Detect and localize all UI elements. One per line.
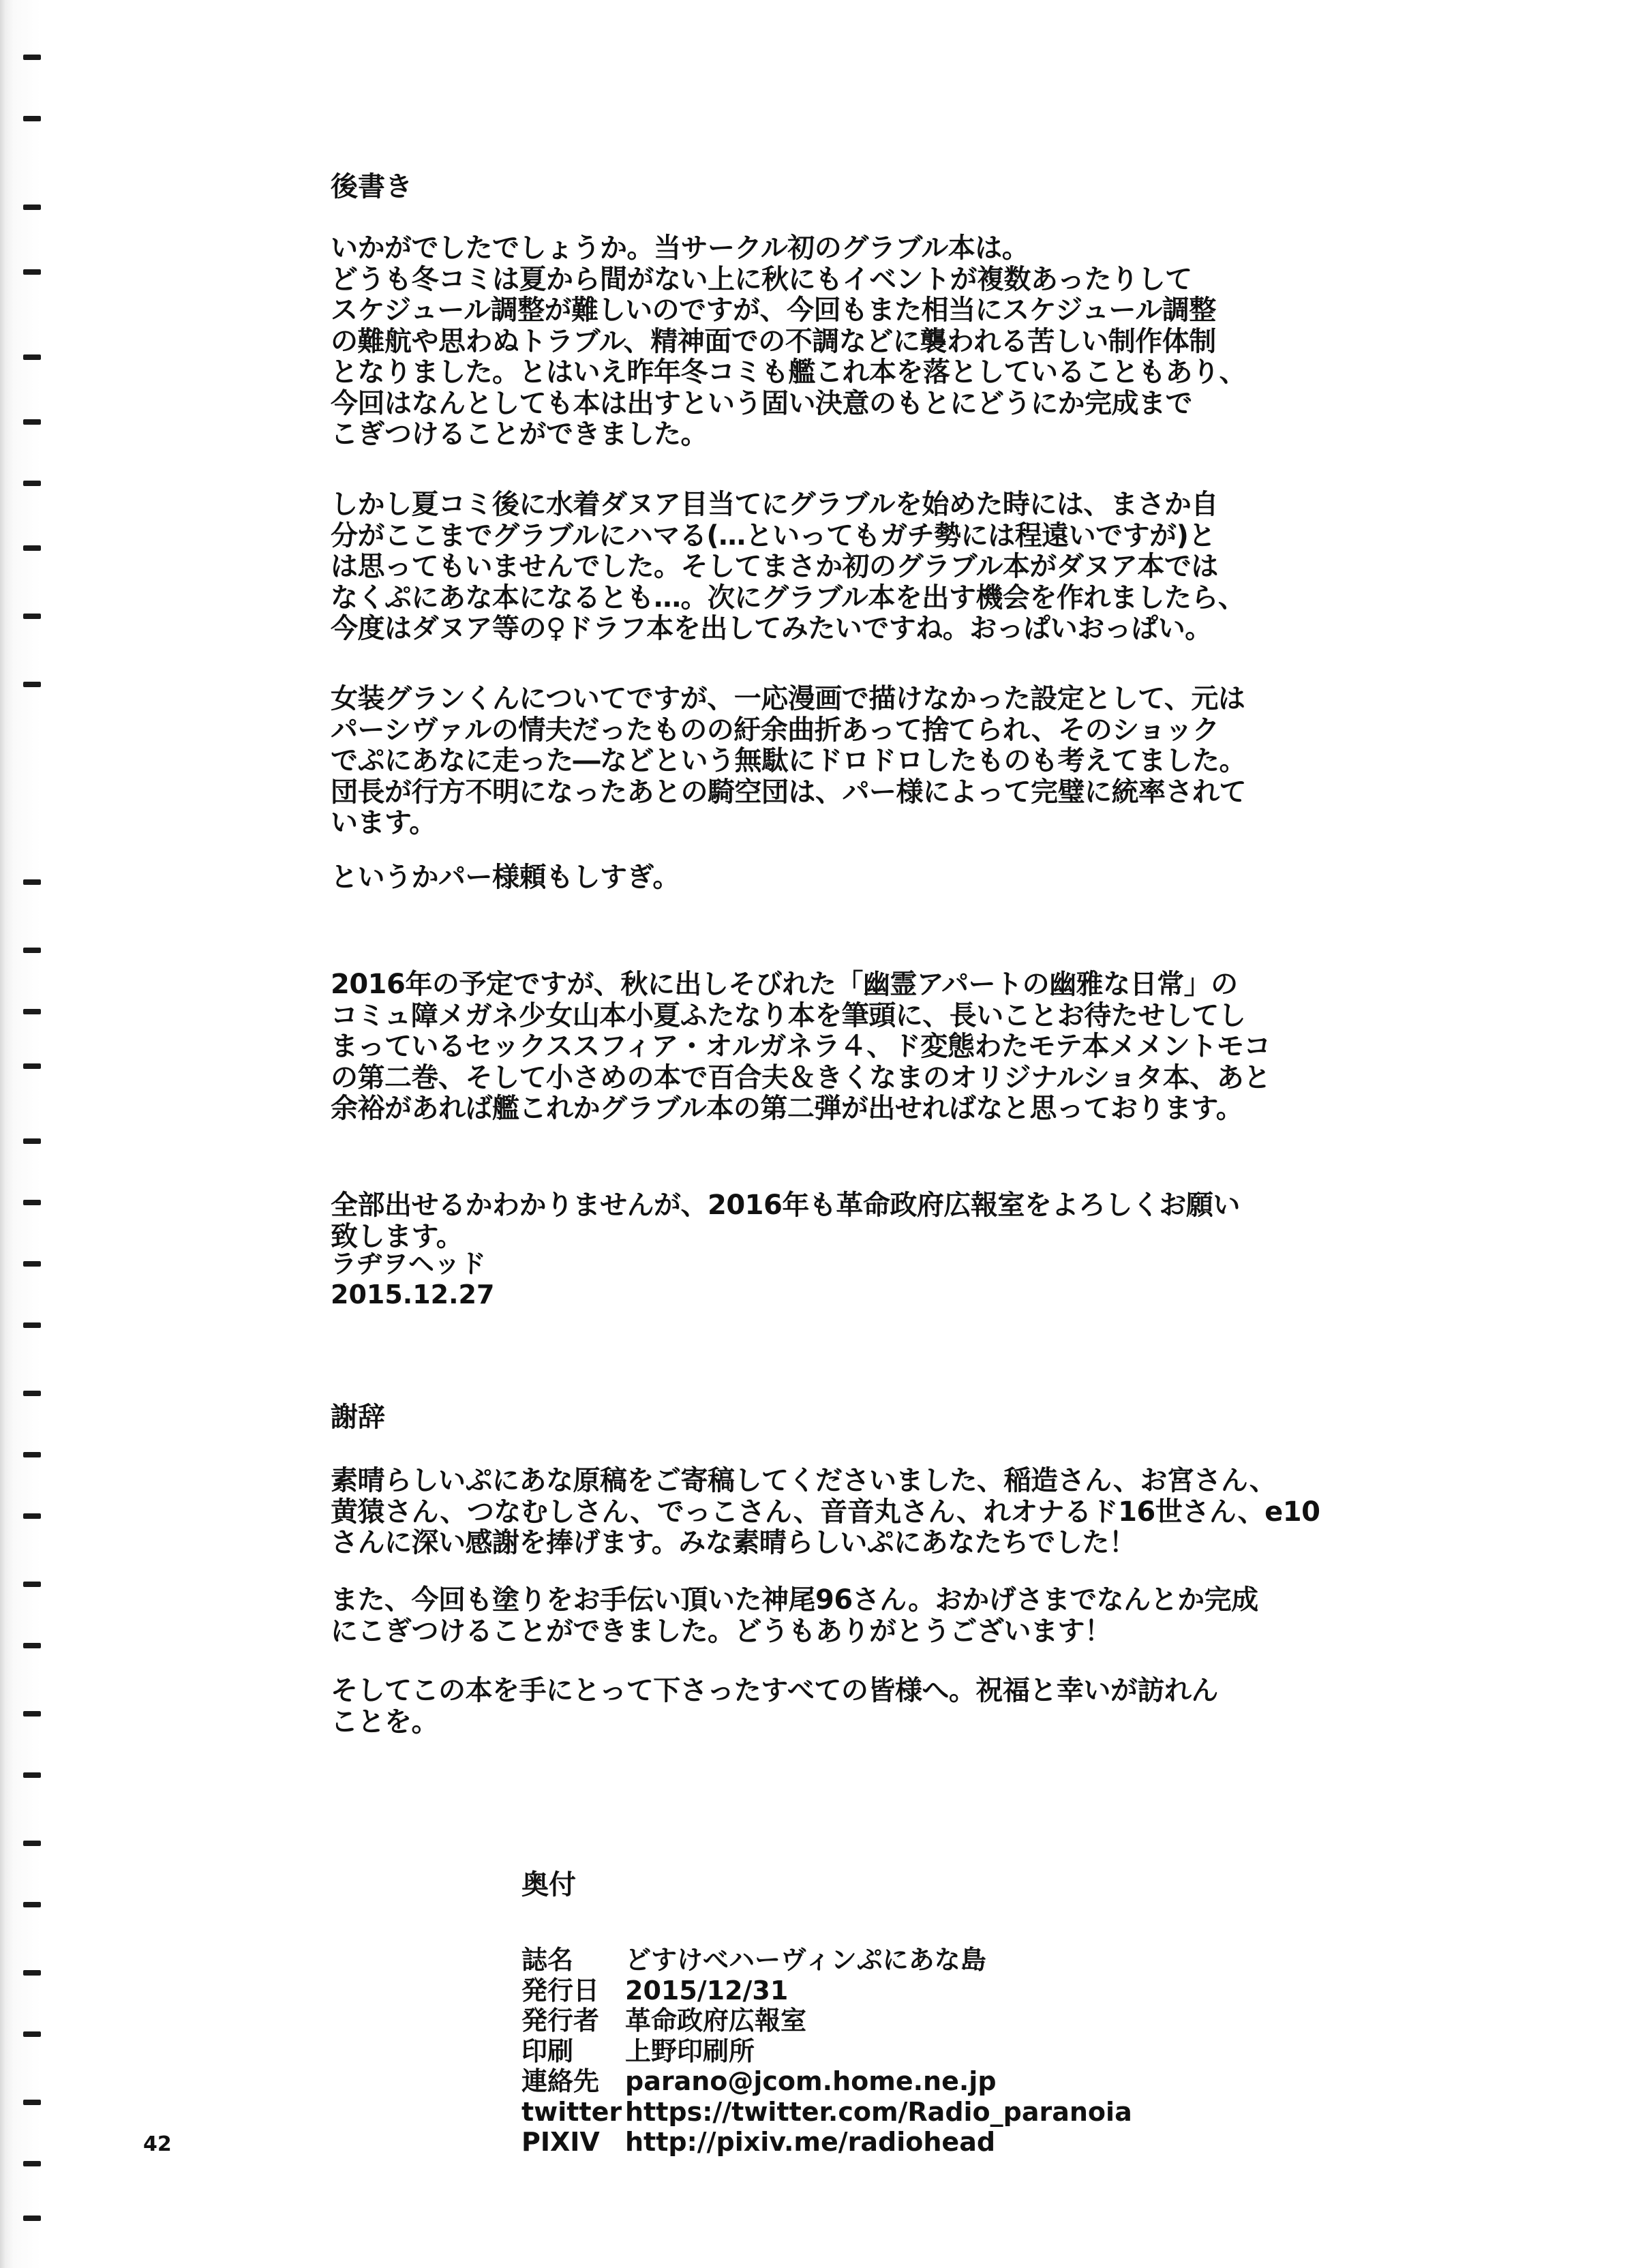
afterword-date: 2015.12.27 xyxy=(331,1280,495,1310)
colophon-value: 2015/12/31 xyxy=(625,1975,789,2006)
colophon-key: 発行者 xyxy=(521,2006,600,2036)
afterword-section xyxy=(331,167,1394,207)
thanks-title: 謝辞 xyxy=(331,1402,385,1433)
colophon-title: 奥付 xyxy=(521,1869,576,1901)
afterword-paragraph-6 xyxy=(331,1190,1394,1252)
colophon-key: 誌名 xyxy=(521,1945,574,1975)
colophon-value: http://pixiv.me/radiohead xyxy=(625,2127,996,2157)
colophon-key: 発行日 xyxy=(521,1975,600,2006)
binding-mark xyxy=(23,1138,41,1144)
binding-mark xyxy=(23,1902,41,1907)
binding-mark xyxy=(23,614,41,619)
colophon xyxy=(521,1864,1271,2158)
binding-mark xyxy=(23,1772,41,1778)
colophon-row-printer xyxy=(521,2036,1271,2067)
colophon-row-contact xyxy=(521,2066,1271,2097)
colophon-key: 印刷 xyxy=(521,2036,574,2066)
afterword-signature xyxy=(331,1249,1394,1310)
binding-mark xyxy=(23,948,41,953)
colophon-value: 革命政府広報室 xyxy=(625,2006,807,2036)
binding-mark xyxy=(23,2216,41,2221)
binding-mark xyxy=(23,545,41,551)
paragraph-text: 女装グランくんについてですが、一応漫画で描けなかった設定として、元は パーシヴァルの情夫だったものの紆余曲折あって捨てられ、そのショック でぷにあなに走った―などという無駄にドロドロしたものも考えてました。 団長が行方不明になったあとの騎空団は、パー様によって完璧に統率されて います。 xyxy=(331,683,1246,838)
binding-mark xyxy=(23,2100,41,2105)
colophon-value: 上野印刷所 xyxy=(625,2036,755,2066)
afterword-paragraph-5 xyxy=(331,969,1394,1125)
binding-mark xyxy=(23,2031,41,2037)
colophon-row-date xyxy=(521,1976,1271,2006)
binding-mark xyxy=(23,1261,41,1267)
binding-mark xyxy=(23,2161,41,2166)
colophon-value: parano@jcom.home.ne.jp xyxy=(625,2066,997,2096)
paragraph-text: 素晴らしいぷにあな原稿をご寄稿してくださいました、稲造さん、お宮さん、 黄猿さん、つなむしさん、でっこさん、音音丸さん、れオナるド16世さん、e10 さんに深い感謝を捧げます。みな素晴らしいぷにあなたちでした！ xyxy=(331,1465,1320,1558)
binding-mark xyxy=(23,682,41,687)
paragraph-text: また、今回も塗りをお手伝い頂いた神尾96さん。おかげさまでなんとか完成 にこぎつけることができました。どうもありがとうございます！ xyxy=(331,1584,1258,1647)
thanks-section xyxy=(331,1397,1394,1437)
binding-mark xyxy=(23,1513,41,1519)
binding-mark xyxy=(23,354,41,360)
binding-mark xyxy=(23,1711,41,1717)
colophon-value: https://twitter.com/Radio_paranoia xyxy=(625,2096,1132,2127)
author-name: ラヂヲヘッド xyxy=(331,1249,487,1279)
colophon-row-twitter xyxy=(521,2097,1271,2128)
binding-mark xyxy=(23,481,41,486)
thanks-paragraph-1 xyxy=(331,1466,1394,1559)
paragraph-text: というかパー様頼もしすぎ。 xyxy=(331,862,680,893)
binding-mark xyxy=(23,55,41,60)
page-number: 42 xyxy=(143,2132,172,2156)
afterword-paragraph-2 xyxy=(331,489,1394,645)
binding-mark xyxy=(23,1970,41,1976)
paragraph-text: 全部出せるかわかりませんが、2016年も革命政府広報室をよろしくお願い 致します。 xyxy=(331,1190,1240,1252)
page-binding-edge xyxy=(0,0,48,2268)
afterword-title: 後書き xyxy=(331,171,412,202)
binding-mark xyxy=(23,1063,41,1069)
binding-mark xyxy=(23,1582,41,1587)
binding-mark xyxy=(23,1009,41,1014)
paragraph-text: しかし夏コミ後に水着ダヌア目当てにグラブルを始めた時には、まさか自 分がここまでグラブルにハマる(…といってもガチ勢には程遠いですが)と は思ってもいませんでした。そしてまさか初のグラブル本がダヌア本では なくぷにあな本になるとも…。次にグラブル本を出す機会を作れましたら、 今度はダヌア等の♀ドラフ本を出してみたいですね。おっぱいおっぱい。 xyxy=(331,489,1245,644)
colophon-value: どすけべハーヴィンぷにあな島 xyxy=(625,1945,986,1975)
afterword-paragraph-3 xyxy=(331,684,1394,839)
binding-mark xyxy=(23,1841,41,1846)
paragraph-text: そしてこの本を手にとって下さったすべての皆様へ。祝福と幸いが訪れん ことを。 xyxy=(331,1675,1218,1738)
thanks-paragraph-3 xyxy=(331,1676,1394,1738)
colophon-row-publisher xyxy=(521,2006,1271,2036)
colophon-row-title xyxy=(521,1945,1271,1976)
colophon-key: PIXIV xyxy=(521,2127,600,2157)
binding-mark xyxy=(23,1452,41,1457)
binding-mark xyxy=(23,1643,41,1648)
binding-mark xyxy=(23,1200,41,1205)
binding-mark xyxy=(23,1322,41,1328)
binding-mark xyxy=(23,269,41,275)
paragraph-text: 2016年の予定ですが、秋に出しそびれた「幽霊アパートの幽雅な日常」の コミュ障メガネ少女山本小夏ふたなり本を筆頭に、長いことお待たせしてし まっているセックススフィア・オルガネラ４、ド変態わたモテ本メメントモコ の第二巻、そして小さめの本で百合夫＆きくなまのオリジナルショタ本、あと 余裕があれば艦これかグラブル本の第二弾が出せればなと思っております。 xyxy=(331,969,1271,1124)
afterword-paragraph-4 xyxy=(331,862,1394,894)
colophon-key: twitter xyxy=(521,2096,622,2127)
afterword-paragraph-1 xyxy=(331,233,1394,451)
binding-mark xyxy=(23,205,41,210)
binding-mark xyxy=(23,1391,41,1396)
thanks-paragraph-2 xyxy=(331,1585,1394,1647)
binding-mark xyxy=(23,419,41,425)
colophon-key: 連絡先 xyxy=(521,2066,600,2096)
binding-mark xyxy=(23,879,41,885)
paragraph-text: いかがでしたでしょうか。当サークル初のグラブル本は。 どうも冬コミは夏から間がない上に秋にもイベントが複数あったりして スケジュール調整が難しいのですが、今回もまた相当にスケジュール調整 の難航や思わぬトラブル、精神面での不調などに襲われる苦しい制作体制 となりました。とはいえ昨年冬コミも艦これ本を落としていることもあり、 今回はなんとしても本は出すという固い決意のもとにどうにか完成まで こぎつけることができました。 xyxy=(331,232,1246,450)
binding-mark xyxy=(23,116,41,121)
colophon-row-pixiv xyxy=(521,2127,1271,2158)
